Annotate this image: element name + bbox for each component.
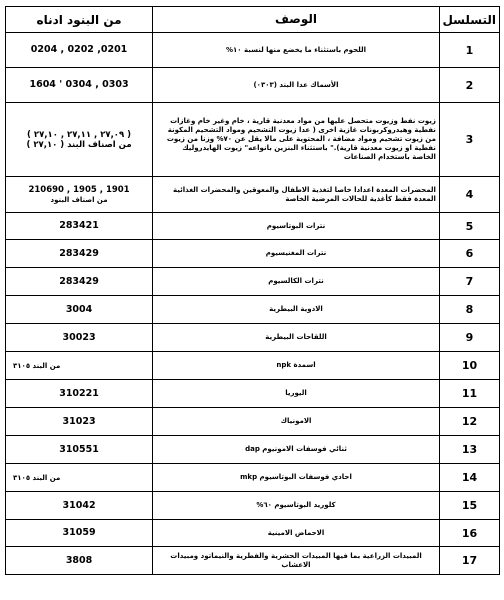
row-code: 283429	[6, 240, 153, 268]
table-row	[6, 68, 500, 103]
row-code: 283429	[6, 268, 153, 296]
row-desc: المحضرات المعدة اعدادا خاصا لتغذية الاطفال والمعوقين والمحضرات الغذائية المعدة فقط كأغذية للحالات المرضية الخاصة	[153, 177, 440, 213]
table-row	[6, 547, 500, 575]
table-row	[6, 213, 500, 240]
row-seq: 16	[439, 520, 499, 547]
row-seq: 4	[439, 177, 499, 213]
row-desc: احادي فوسفات البوتاسيوم mkp	[153, 464, 440, 492]
row-seq: 9	[439, 324, 499, 352]
row-seq: 6	[439, 240, 499, 268]
row-desc: الأسماك عدا البند (٠٣٠٣)	[153, 68, 440, 103]
table-row	[6, 268, 500, 296]
items-table	[5, 6, 500, 575]
row-code: 1901 , 1905 , 210690	[28, 184, 130, 195]
row-code-note: من البند ٣١٠٥	[13, 361, 61, 370]
row-code-cell	[6, 352, 153, 380]
row-seq: 13	[439, 436, 499, 464]
row-code-cell	[6, 103, 153, 177]
row-seq: 10	[439, 352, 499, 380]
header-seq: التسلسل	[439, 7, 499, 33]
row-code-note: من البند ٣١٠٥	[13, 473, 61, 482]
row-desc: اسمدة npk	[153, 352, 440, 380]
row-seq: 15	[439, 492, 499, 520]
table-row	[6, 436, 500, 464]
row-code: 0201, 0202 , 0204	[6, 33, 153, 68]
row-desc: نترات البوتاسيوم	[153, 213, 440, 240]
row-desc: نترات المغنيسيوم	[153, 240, 440, 268]
row-code: 0303 , 0304 ' 1604	[6, 68, 153, 103]
row-seq: 12	[439, 408, 499, 436]
row-code-note: من اصناف البند ( ٢٧,١٠ )	[26, 139, 132, 150]
table-row	[6, 177, 500, 213]
row-desc: اليوريا	[153, 380, 440, 408]
table-row	[6, 103, 500, 177]
table-row	[6, 324, 500, 352]
table-row	[6, 408, 500, 436]
row-seq: 8	[439, 296, 499, 324]
row-desc: اللقاحات البيطرية	[153, 324, 440, 352]
row-code: 31042	[6, 492, 153, 520]
header-code: من البنود ادناه	[6, 7, 153, 33]
row-desc: المبيدات الزراعية بما فيها المبيدات الحشرية والفطرية والنيماتود ومبيدات الاعشاب	[153, 547, 440, 575]
table-row	[6, 33, 500, 68]
row-code-cell	[6, 464, 153, 492]
row-seq: 1	[439, 33, 499, 68]
row-code: 310551	[6, 436, 153, 464]
row-desc: كلوريد البوتاسيوم ٦٠%	[153, 492, 440, 520]
row-seq: 5	[439, 213, 499, 240]
table-row	[6, 380, 500, 408]
row-seq: 11	[439, 380, 499, 408]
row-desc: ثنائي فوسفات الامونيوم dap	[153, 436, 440, 464]
row-code: 3808	[6, 547, 153, 575]
row-desc: الاحماض الامينية	[153, 520, 440, 547]
row-code: 3004	[6, 296, 153, 324]
row-code: 31023	[6, 408, 153, 436]
header-desc: الوصف	[153, 7, 440, 33]
row-code: 283421	[6, 213, 153, 240]
row-code: 31059	[6, 520, 153, 547]
row-seq: 2	[439, 68, 499, 103]
table-row	[6, 492, 500, 520]
row-desc: نترات الكالسيوم	[153, 268, 440, 296]
row-seq: 14	[439, 464, 499, 492]
row-code: 310221	[6, 380, 153, 408]
row-seq: 3	[439, 103, 499, 177]
row-desc: الامونياك	[153, 408, 440, 436]
row-code: 30023	[6, 324, 153, 352]
row-seq: 7	[439, 268, 499, 296]
table-row	[6, 296, 500, 324]
row-code-note: من اصناف البنود	[50, 195, 108, 204]
row-seq: 17	[439, 547, 499, 575]
table-row	[6, 240, 500, 268]
row-code-cell	[6, 177, 153, 213]
row-desc: زيوت نفط وزيوت متحصل عليها من مواد معدنية قارية ، خام وغير خام وغازات نفطية وهيدروكربونات غازية اخرى ( عدا زيوت التشحيم ومواد التشحيم المكونة من زيوت تشحيم ومواد مضافة ، المحتوية على مالا يقل عن ٧٠% وزنا من زيوت نفطية او زيوت معدنية قارية)." باستثناء البنزين بانواعه" زيوت الهايدروليك الخاصة باستخدام الصناعات	[153, 103, 440, 177]
row-desc: الادوية البيطرية	[153, 296, 440, 324]
row-code: ( ٢٧,٠٩ , ٢٧,١١ , ٢٧,١٠ )	[27, 129, 132, 140]
table-header-row	[6, 7, 500, 33]
row-desc: اللحوم باستثناء ما يخضع منها لنسبة ١٠%	[153, 33, 440, 68]
table-row	[6, 464, 500, 492]
table-row	[6, 352, 500, 380]
table-row	[6, 520, 500, 547]
